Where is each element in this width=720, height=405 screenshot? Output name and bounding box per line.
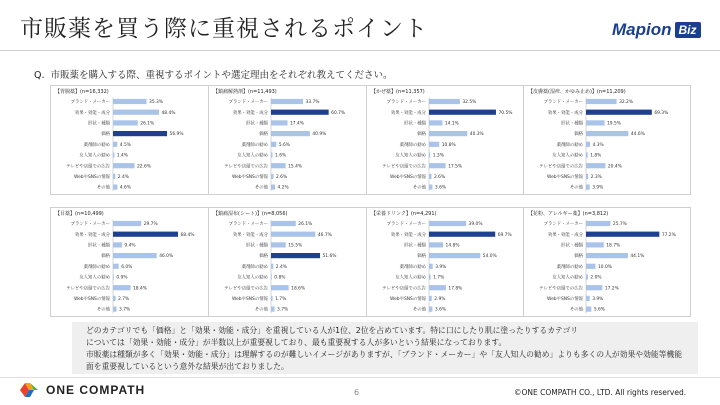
bar [429, 174, 431, 179]
category-label: 形状・種類 [404, 121, 426, 127]
value-label: 54.0% [482, 254, 497, 260]
category-label: テレビや店頭での広告 [382, 164, 426, 170]
bar [586, 142, 590, 147]
bar [429, 221, 466, 226]
category-label: その他 [254, 307, 268, 313]
category-label: WebやSNSの情報 [547, 297, 583, 302]
bar [429, 142, 439, 147]
value-label: 70.5% [498, 110, 513, 116]
category-label: その他 [412, 307, 426, 313]
category-label: 効果・効能・成分 [74, 232, 110, 238]
bar [271, 142, 276, 147]
category-label: 薬剤師の勧め [556, 264, 583, 270]
bar [113, 110, 159, 115]
bar [113, 120, 138, 125]
chart-title: 【栄養ドリンク】(n=4,291) [371, 211, 437, 217]
value-label: 1.4% [116, 153, 128, 159]
category-label: WebやSNSの情報 [232, 175, 268, 180]
category-label: 友人知人の勧め [237, 275, 268, 281]
category-label: ブランド・メーカー [70, 100, 110, 106]
bar [113, 307, 117, 312]
value-label: 51.6% [322, 254, 337, 260]
bar-chart [209, 208, 377, 318]
bar [113, 152, 114, 157]
category-label: テレビや店頭での広告 [66, 286, 110, 292]
category-label: その他 [254, 185, 268, 191]
chart-title: 【目薬】(n=10,499) [55, 211, 104, 217]
bar [586, 163, 605, 168]
category-label: テレビや店頭での広告 [66, 164, 110, 170]
value-label: 77.2% [661, 232, 676, 238]
bar [113, 242, 122, 247]
highlighted-bar [113, 232, 178, 237]
highlighted-bar [586, 232, 659, 237]
value-label: 17.8% [448, 286, 463, 292]
value-label: 3.7% [119, 307, 131, 313]
category-label: WebやSNSの情報 [390, 175, 426, 180]
footer-divider [0, 377, 720, 378]
chart-title: 【鎮痛解熱剤】(n=11,493) [213, 89, 277, 95]
one-compath-logo-icon [20, 383, 38, 397]
value-label: 1.3% [432, 153, 444, 159]
category-label: 形状・種類 [404, 243, 426, 249]
value-label: 3.6% [434, 185, 447, 191]
category-label: 薬剤師の勧め [556, 142, 583, 148]
bar [429, 152, 430, 157]
category-label: ブランド・メーカー [386, 222, 426, 228]
value-label: 3.9% [592, 297, 604, 302]
bar [113, 264, 119, 269]
value-label: 3.7% [277, 307, 289, 313]
footer-brand [20, 383, 145, 397]
bar [113, 163, 134, 168]
value-label: 9.4% [124, 243, 136, 249]
summary-line-2: については「効果・効能・成分」が半数以上が重要視しており、最も重要視する人が多いという結果になっております。 [86, 338, 507, 347]
category-label: 形状・種類 [561, 121, 583, 127]
chart-panel [208, 207, 376, 317]
value-label: 2.6% [275, 175, 288, 180]
value-label: 4.2% [277, 185, 289, 191]
category-label: 薬剤師の勧め [241, 142, 268, 148]
chart-panel [366, 85, 534, 195]
value-label: 60.7% [331, 110, 346, 116]
category-label: ブランド・メーカー [386, 100, 426, 106]
value-label: 3.6% [434, 307, 447, 313]
bar [586, 185, 590, 190]
value-label: 46.7% [317, 232, 332, 238]
value-label: 22.6% [136, 164, 151, 170]
category-label: 形状・種類 [88, 121, 110, 127]
bar [271, 152, 273, 157]
category-label: 形状・種類 [246, 243, 268, 249]
category-label: 友人知人の勧め [237, 153, 268, 159]
bar [271, 274, 272, 279]
logo-badge: Biz [675, 22, 701, 38]
value-label: 25.7% [612, 222, 627, 228]
bar-chart [367, 86, 535, 196]
category-label: 価格 [101, 254, 110, 260]
bar [113, 174, 115, 179]
category-label: 効果・効能・成分 [390, 232, 426, 238]
value-label: 0.9% [116, 275, 128, 281]
bar [429, 274, 431, 279]
value-label: 1.7% [433, 275, 445, 281]
bar [113, 253, 157, 258]
value-label: 1.8% [590, 153, 602, 159]
bar [429, 285, 446, 290]
value-label: 20.4% [607, 164, 622, 170]
bar [429, 99, 460, 104]
bar [271, 221, 296, 226]
category-label: ブランド・メーカー [228, 222, 268, 228]
category-label: 形状・種類 [561, 243, 583, 249]
value-label: 2.6% [433, 175, 446, 180]
value-label: 17.5% [448, 164, 463, 170]
category-label: ブランド・メーカー [543, 222, 583, 228]
category-label: ブランド・メーカー [228, 100, 268, 106]
chart-panel [50, 85, 218, 195]
category-label: 効果・効能・成分 [547, 232, 583, 238]
category-label: テレビや店頭での広告 [382, 286, 426, 292]
bar [429, 185, 432, 190]
value-label: 46.0% [159, 254, 174, 260]
value-label: 5.6% [593, 307, 605, 313]
bar [586, 242, 604, 247]
category-label: 価格 [417, 132, 426, 138]
value-label: 19.5% [607, 121, 621, 127]
category-label: 効果・効能・成分 [232, 110, 268, 116]
summary-note [72, 322, 698, 374]
category-label: WebやSNSの情報 [390, 297, 426, 302]
category-label: WebやSNSの情報 [74, 175, 110, 180]
category-label: 価格 [259, 132, 268, 138]
bar [429, 264, 433, 269]
bar [271, 285, 289, 290]
chart-title: 【皮膚薬(湿疹、かゆみ止め)】(n=11,209) [528, 89, 626, 95]
value-label: 2.9% [434, 297, 446, 302]
bar [586, 285, 602, 290]
bar [586, 174, 588, 179]
bar [429, 296, 432, 301]
category-label: 友人知人の勧め [552, 275, 583, 281]
value-label: 17.4% [290, 121, 304, 127]
bar [429, 163, 446, 168]
bar [113, 296, 116, 301]
bar [586, 99, 617, 104]
bar [271, 99, 303, 104]
highlighted-bar [429, 232, 495, 237]
value-label: 3.9% [592, 185, 604, 191]
value-label: 0.8% [274, 275, 286, 281]
page-title: 市販薬を買う際に重視されるポイント [20, 16, 428, 42]
summary-line-1: どのカテゴリでも「価格」と「効果・効能・成分」を重視している人が1位、2位を占めています。特に口にしたり肌に塗ったりするカテゴリ [86, 326, 579, 335]
value-label: 32.5% [462, 100, 477, 106]
value-label: 69.3% [654, 110, 669, 116]
bar [271, 296, 273, 301]
value-label: 15.4% [288, 164, 303, 170]
summary-line-3: 市販薬は種類が多く「効果・効能・成分」は理解するのが難しいイメージがありますが、「ブランド・メーカー」や「友人知人の勧め」よりも多くの人が効果や効能等機能面を重要視しているという意外な結果が出ておりました。 [86, 350, 683, 371]
value-label: 68.4% [180, 232, 195, 238]
value-label: 2.4% [275, 264, 287, 270]
category-label: WebやSNSの情報 [74, 297, 110, 302]
chart-panel [50, 207, 218, 317]
category-label: その他 [96, 307, 110, 313]
highlighted-bar [271, 110, 329, 115]
chart-title: 【胃腸薬】(n=16,332) [55, 89, 109, 95]
category-label: テレビや店頭での広告 [224, 164, 268, 170]
value-label: 1.7% [275, 297, 287, 302]
bar [271, 185, 275, 190]
bar [586, 120, 605, 125]
category-label: テレビや店頭での広告 [539, 286, 583, 292]
category-label: 価格 [574, 132, 583, 138]
value-label: 10.8% [441, 142, 456, 148]
bar [113, 142, 117, 147]
category-label: 効果・効能・成分 [390, 110, 426, 116]
bar [271, 307, 275, 312]
chart-panel [523, 85, 691, 195]
value-label: 56.9% [169, 132, 184, 138]
bar [586, 296, 590, 301]
copyright-text: ©ONE COMPATH CO., LTD. All rights reserved. [514, 388, 687, 397]
bar-chart [524, 208, 692, 318]
value-label: 48.4% [161, 110, 176, 116]
bar [429, 242, 443, 247]
category-label: 薬剤師の勧め [83, 142, 110, 148]
bar [586, 307, 591, 312]
survey-question: Q. 市販薬を購入する際、重視するポイントや選定理由をそれぞれ教えてください。 [34, 70, 393, 81]
bar [271, 264, 273, 269]
highlighted-bar [271, 253, 320, 258]
bar [586, 274, 588, 279]
bar [429, 131, 467, 136]
value-label: 18.6% [291, 286, 306, 292]
value-label: 32.2% [619, 100, 634, 106]
bar [271, 174, 273, 179]
category-label: 薬剤師の勧め [399, 142, 426, 148]
page-number: 6 [354, 388, 360, 397]
value-label: 4.6% [119, 185, 132, 191]
value-label: 2.0% [590, 275, 602, 281]
bar-chart [367, 208, 535, 318]
bar [271, 232, 315, 237]
value-label: 4.3% [592, 142, 604, 148]
bar [271, 120, 288, 125]
value-label: 18.7% [606, 243, 621, 249]
value-label: 40.9% [312, 132, 327, 138]
highlighted-bar [586, 110, 652, 115]
bar [113, 99, 147, 104]
bar [586, 131, 628, 136]
bar [586, 253, 628, 258]
category-label: 友人知人の勧め [395, 275, 426, 281]
chart-title: 【かぜ薬】(n=11,357) [371, 89, 425, 95]
value-label: 14.8% [445, 243, 460, 249]
bar [429, 120, 442, 125]
category-label: 効果・効能・成分 [74, 110, 110, 116]
value-label: 69.7% [497, 232, 512, 238]
category-label: 友人知人の勧め [552, 153, 583, 159]
value-label: 44.1% [630, 254, 645, 260]
value-label: 1.6% [275, 153, 287, 159]
value-label: 2.4% [117, 175, 129, 180]
value-label: 26.1% [298, 222, 313, 228]
chart-title: 【花粉、アレルギー薬】(n=3,812) [528, 211, 609, 217]
category-label: ブランド・メーカー [70, 222, 110, 228]
value-label: 10.0% [598, 264, 612, 270]
category-label: テレビや店頭での広告 [539, 164, 583, 170]
category-label: テレビや店頭での広告 [224, 286, 268, 292]
highlighted-bar [429, 110, 496, 115]
category-label: 薬剤師の勧め [399, 264, 426, 270]
chart-panel [523, 207, 691, 317]
value-label: 2.3% [590, 175, 602, 180]
chart-title: 【鎮痛湿布(シート)】(n=8,056) [213, 211, 288, 217]
bar [586, 221, 610, 226]
value-label: 15.5% [288, 243, 303, 249]
value-label: 4.5% [119, 142, 131, 148]
bar-chart [524, 86, 692, 196]
category-label: 友人知人の勧め [79, 153, 110, 159]
category-label: 形状・種類 [246, 121, 268, 127]
category-label: 価格 [101, 132, 110, 138]
bar-chart [209, 86, 377, 196]
bar [271, 242, 286, 247]
category-label: 友人知人の勧め [395, 153, 426, 159]
category-label: 効果・効能・成分 [547, 110, 583, 116]
logo-wordmark: Mapion [612, 20, 672, 39]
category-label: 価格 [259, 254, 268, 260]
category-label: WebやSNSの情報 [547, 175, 583, 180]
value-label: 3.9% [435, 264, 447, 270]
value-label: 6.0% [121, 264, 133, 270]
value-label: 29.7% [143, 222, 158, 228]
value-label: 26.1% [140, 121, 155, 127]
value-label: 35.3% [149, 100, 163, 106]
category-label: その他 [569, 185, 583, 191]
bar [586, 152, 588, 157]
category-label: WebやSNSの情報 [232, 297, 268, 302]
brand-name: ONE COMPATH [46, 383, 146, 397]
category-label: その他 [412, 185, 426, 191]
category-label: 薬剤師の勧め [83, 264, 110, 270]
bar [271, 131, 310, 136]
value-label: 5.6% [278, 142, 290, 148]
value-label: 44.6% [630, 132, 645, 138]
category-label: 効果・効能・成分 [232, 232, 268, 238]
bar-chart [51, 86, 219, 196]
bar [271, 163, 286, 168]
bar [429, 253, 480, 258]
bar [113, 221, 141, 226]
value-label: 18.4% [132, 286, 147, 292]
chart-panel [208, 85, 376, 195]
value-label: 14.1% [444, 121, 459, 127]
category-label: その他 [96, 185, 110, 191]
bar [113, 285, 130, 290]
value-label: 17.2% [604, 286, 619, 292]
bar [113, 274, 114, 279]
category-label: 薬剤師の勧め [241, 264, 268, 270]
category-label: ブランド・メーカー [543, 100, 583, 106]
bar-chart [51, 208, 219, 318]
bar [429, 307, 432, 312]
category-label: 価格 [574, 254, 583, 260]
value-label: 39.0% [468, 222, 483, 228]
category-label: 形状・種類 [88, 243, 110, 249]
category-label: その他 [569, 307, 583, 313]
value-label: 2.7% [118, 297, 130, 302]
value-label: 40.3% [469, 132, 484, 138]
highlighted-bar [113, 131, 167, 136]
bar [113, 185, 117, 190]
chart-panel [366, 207, 534, 317]
category-label: 価格 [417, 254, 426, 260]
value-label: 33.7% [305, 100, 320, 106]
category-label: 友人知人の勧め [79, 275, 110, 281]
bar [586, 264, 596, 269]
